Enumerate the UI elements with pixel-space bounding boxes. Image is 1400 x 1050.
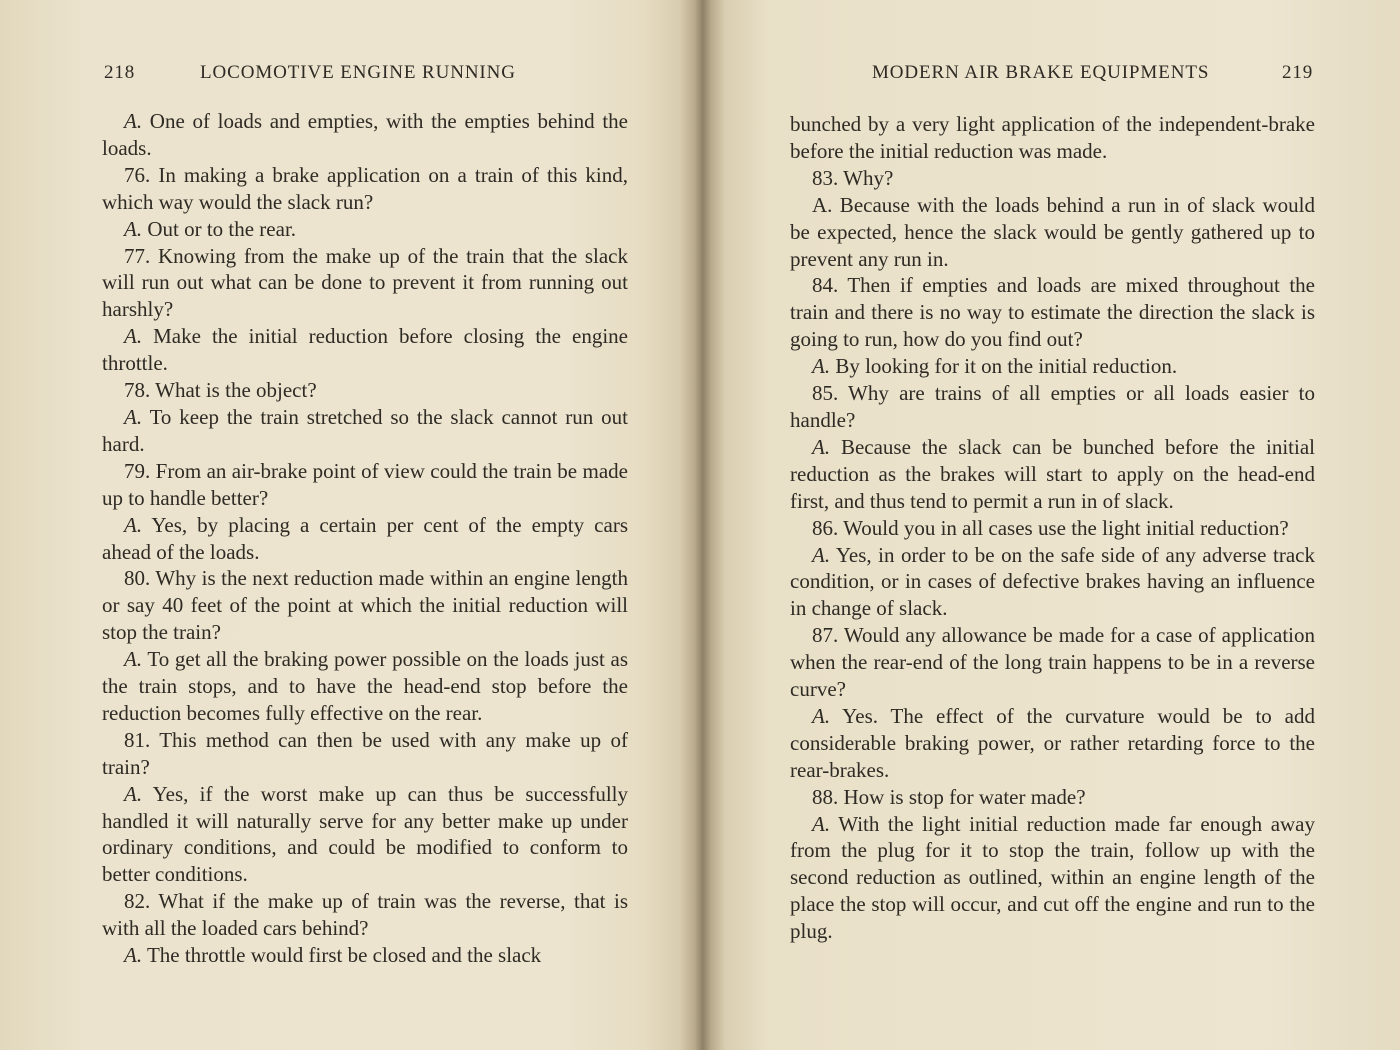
paragraph-text: 81. This method can then be used with any make up of train? (102, 727, 628, 779)
paragraph-text: Yes, by placing a certain per cent of the empty cars ahead of the loads. (102, 512, 628, 564)
page-body (102, 108, 628, 969)
answer-paragraph (102, 646, 628, 727)
paragraph-text: To get all the braking power possible on the loads just as the train stops, and to have the head-end stop before the reduction becomes fully effective on the rear. (102, 647, 628, 725)
answer-label: A. (124, 647, 143, 672)
answer-label: A. (124, 404, 143, 429)
page-number: 219 (1282, 62, 1314, 83)
question-paragraph (790, 111, 1315, 165)
paragraph-text: The throttle would first be closed and the slack (142, 943, 542, 968)
answer-paragraph (790, 811, 1315, 946)
paragraph-text: Out or to the rear. (142, 216, 297, 241)
question-paragraph (102, 377, 628, 404)
question-paragraph (102, 162, 628, 216)
paragraph-text: 87. Would any allowance be made for a case of application when the rear-end of the long train happens to be in a reverse curve? (790, 623, 1315, 702)
paragraph-text: 84. Then if empties and loads are mixed throughout the train and there is no way to estimate the direction the slack is going to run, how do you find out? (790, 273, 1315, 352)
right-page (700, 0, 1400, 1050)
paragraph-text: 76. In making a brake application on a train of this kind, which way would the slack run? (102, 162, 628, 214)
question-paragraph (790, 515, 1315, 542)
paragraph-text: bunched by a very light application of the independent-brake before the initial reduction was made. (790, 112, 1315, 163)
answer-paragraph (102, 942, 628, 969)
question-paragraph (790, 784, 1315, 811)
question-paragraph (102, 888, 628, 942)
answer-label: A. (124, 781, 143, 806)
paragraph-text: 80. Why is the next reduction made within an engine length or say 40 feet of the point at which the initial reduction will stop the train? (102, 566, 628, 645)
paragraph-text: 86. Would you in all cases use the light initial reduction? (812, 515, 1289, 540)
paragraph-text: Make the initial reduction before closing the engine throttle. (102, 324, 628, 376)
question-paragraph (102, 243, 628, 324)
paragraph-text: By looking for it on the initial reduction. (830, 354, 1178, 379)
question-paragraph (102, 727, 628, 781)
question-paragraph (790, 192, 1315, 273)
answer-label: A. (812, 434, 831, 459)
answer-paragraph (790, 703, 1315, 784)
answer-paragraph (790, 542, 1315, 623)
answer-label: A. (812, 703, 831, 728)
paragraph-text: 77. Knowing from the make up of the train that the slack will run out what can be done to prevent it from running out harshly? (102, 243, 628, 322)
page-body (790, 111, 1315, 945)
paragraph-text: 79. From an air-brake point of view could the train be made up to handle better? (102, 458, 628, 510)
paragraph-text: Yes, in order to be on the safe side of any adverse track condition, or in cases of defective brakes having an influence in change of slack. (790, 542, 1315, 621)
paragraph-text: To keep the train stretched so the slack cannot run out hard. (102, 404, 628, 456)
answer-label: A. (812, 354, 831, 379)
page-number: 218 (104, 62, 136, 83)
paragraph-text: Yes. The effect of the curvature would be to add considerable braking power, or rather retarding force to the rear-brakes. (790, 703, 1315, 782)
answer-label: A. (812, 542, 831, 567)
answer-label: A. (124, 109, 143, 133)
paragraph-text: One of loads and empties, with the empties behind the loads. (102, 109, 628, 160)
running-title: LOCOMOTIVE ENGINE RUNNING (200, 62, 516, 83)
paragraph-text: Because the slack can be bunched before the initial reduction as the brakes will start to apply on the head-end first, and thus tend to permit a run in of slack. (790, 434, 1315, 513)
answer-paragraph (102, 108, 628, 162)
paragraph-text: 88. How is stop for water made? (812, 784, 1086, 809)
paragraph-text: 82. What if the make up of train was the reverse, that is with all the loaded cars behind? (102, 889, 628, 941)
answer-label: A. (812, 811, 831, 836)
answer-paragraph (102, 216, 628, 243)
answer-label: A. (124, 512, 143, 537)
answer-label: A. (124, 216, 143, 241)
answer-paragraph (102, 512, 628, 566)
question-paragraph (790, 622, 1315, 703)
paragraph-text: 85. Why are trains of all empties or all loads easier to handle? (790, 381, 1315, 432)
answer-paragraph (790, 434, 1315, 515)
answer-label: A. (124, 324, 143, 349)
paragraph-text: Yes, if the worst make up can thus be successfully handled it will naturally serve for any better make up under ordinary conditions, and could be modified to conform to better conditions. (102, 781, 628, 887)
question-paragraph (790, 165, 1315, 192)
question-paragraph (790, 380, 1315, 434)
running-title: MODERN AIR BRAKE EQUIPMENTS (872, 62, 1210, 83)
answer-label: A. (124, 943, 143, 968)
question-paragraph (790, 272, 1315, 353)
paragraph-text: A. Because with the loads behind a run in of slack would be expected, hence the slack would be gently gathered up to prevent any run in. (790, 192, 1315, 271)
answer-paragraph (102, 781, 628, 889)
paragraph-text: 83. Why? (812, 165, 894, 190)
question-paragraph (102, 565, 628, 646)
answer-paragraph (102, 404, 628, 458)
paragraph-text: With the light initial reduction made far enough away from the plug for it to stop the train, follow up with the second reduction as outlined, within an engine length of the place the stop will occur, and cut off the engine and run to the plug. (790, 811, 1315, 944)
question-paragraph (102, 458, 628, 512)
answer-paragraph (790, 353, 1315, 380)
answer-paragraph (102, 323, 628, 377)
paragraph-text: 78. What is the object? (124, 378, 317, 403)
